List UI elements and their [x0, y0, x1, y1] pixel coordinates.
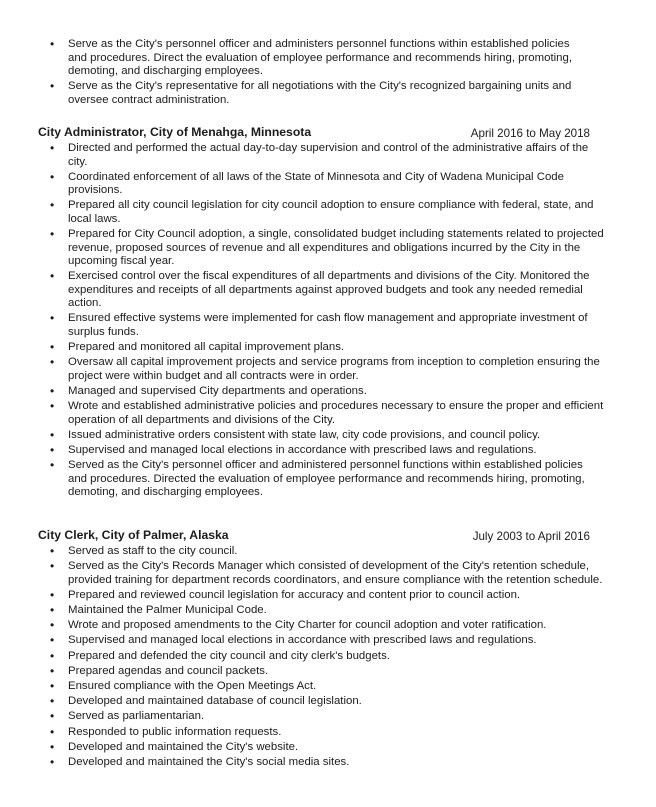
- list-item: • Ensured effective systems were implemented for cash flow management and appropriate investment of surplus funds.: [50, 312, 604, 339]
- job-header: [38, 124, 593, 140]
- list-item: • Issued administrative orders consistent with state law, city code provisions, and council policy.: [50, 429, 604, 443]
- list-item: • Directed and performed the actual day-to-day supervision and control of the administrative affairs of the city.: [50, 142, 604, 169]
- job-dates: April 2016 to May 2018: [470, 127, 590, 140]
- list-item: • Served as the City's personnel officer and administered personnel functions within established policies and procedures. Directed the evaluation of employee performance and recommends hiring, promoting, demoting, and discharging employees.: [50, 459, 604, 500]
- list-item: • Maintained the Palmer Municipal Code.: [50, 604, 604, 618]
- job-duties-list: [38, 142, 604, 500]
- list-item: • Prepared and reviewed council legislation for accuracy and content prior to council action.: [50, 589, 604, 603]
- list-item: • Wrote and proposed amendments to the City Charter for council adoption and voter ratification.: [50, 619, 604, 633]
- list-item: • Exercised control over the fiscal expenditures of all departments and divisions of the City. Monitored the expenditures and receipts of all departments against approved budgets and took any needed remedial action.: [50, 270, 604, 311]
- job-header: [38, 527, 593, 543]
- list-item: • Serve as the City's representative for all negotiations with the City's recognized bargaining units and oversee contract administration.: [50, 80, 588, 107]
- list-item: • Oversaw all capital improvement projects and service programs from inception to completion ensuring the project were within budget and all contracts were in order.: [50, 356, 604, 383]
- list-item: • Developed and maintained database of council legislation.: [50, 695, 604, 709]
- list-item: • Serve as the City's personnel officer and administers personnel functions within established policies and procedures. Direct the evaluation of employee performance and recommends hiring, promoting, demoting, and discharging employees.: [50, 38, 588, 79]
- job-section-palmer: [38, 527, 603, 771]
- continued-duties-list: [50, 38, 588, 109]
- list-item: • Supervised and managed local elections in accordance with prescribed laws and regulations.: [50, 444, 604, 458]
- list-item: • Served as the City's Records Manager which consisted of development of the City's retention schedule, provided training for department records coordinators, and ensure compliance with the retention schedule.: [50, 560, 604, 587]
- list-item: • Prepared for City Council adoption, a single, consolidated budget including statements related to projected revenue, proposed sources of revenue and all expenditures and obligations incurred by the City in the upcoming fiscal year.: [50, 228, 604, 269]
- list-item: • Developed and maintained the City's website.: [50, 741, 604, 755]
- job-title: City Administrator, City of Menahga, Minnesota: [38, 125, 312, 139]
- job-title: City Clerk, City of Palmer, Alaska: [38, 528, 229, 542]
- job-duties-list: [38, 545, 603, 769]
- list-item: • Prepared and defended the city council and city clerk's budgets.: [50, 650, 604, 664]
- list-item: • Coordinated enforcement of all laws of the State of Minnesota and City of Wadena Municipal Code provisions.: [50, 171, 604, 198]
- job-section-menahga: [38, 124, 604, 501]
- list-item: • Served as parliamentarian.: [50, 710, 604, 724]
- list-item: • Served as staff to the city council.: [50, 545, 604, 559]
- list-item: • Prepared agendas and council packets.: [50, 665, 604, 679]
- list-item: • Prepared all city council legislation for city council adoption to ensure compliance with federal, state, and local laws.: [50, 199, 604, 226]
- list-item: • Ensured compliance with the Open Meetings Act.: [50, 680, 604, 694]
- list-item: • Responded to public information requests.: [50, 726, 604, 740]
- list-item: • Developed and maintained the City's social media sites.: [50, 756, 604, 770]
- list-item: • Prepared and monitored all capital improvement plans.: [50, 341, 604, 355]
- job-dates: July 2003 to April 2016: [472, 530, 590, 543]
- list-item: • Supervised and managed local elections in accordance with prescribed laws and regulations.: [50, 634, 604, 648]
- list-item: • Wrote and established administrative policies and procedures necessary to ensure the proper and efficient operation of all departments and divisions of the City.: [50, 400, 604, 427]
- list-item: • Managed and supervised City departments and operations.: [50, 385, 604, 399]
